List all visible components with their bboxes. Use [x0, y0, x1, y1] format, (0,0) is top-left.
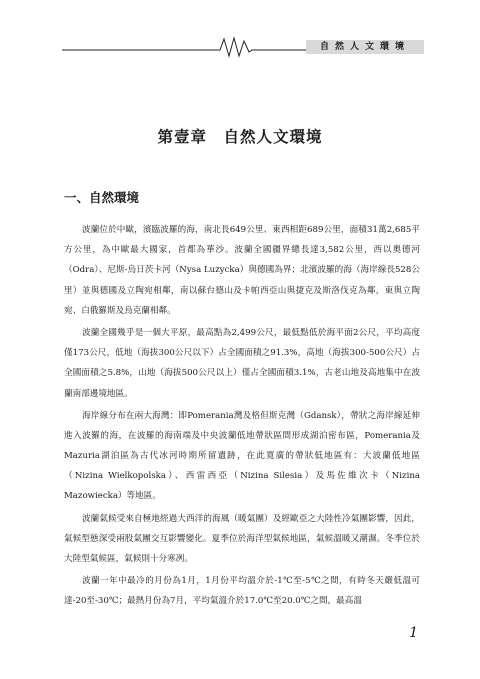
heartbeat-line-icon [62, 34, 306, 58]
page-number: 1 [409, 625, 418, 641]
paragraph: 波蘭全國幾乎是一個大平原，最高點為2,499公尺，最低點低於海平面2公尺，平均高度僅173公尺，低地（海拔300公尺以下）占全國面積之91.3%，高地（海拔300-500公尺）占全國面積之5.8%，山地（海拔500公尺以上）僅占全國面積3.1%，古老山地及高地集中在波蘭南部邊境地區。 [64, 327, 420, 399]
body-text [64, 220, 420, 613]
section-heading: 一、自然環境 [64, 190, 140, 205]
paragraph: 海岸線分布在兩大海灣：即Pomerania灣及格但斯克灣（Gdansk），帶狀之海岸線延伸進入波羅的海，在波羅的海南端及中央波蘭低地帶狀區間形成湖泊密布區，Pomerania及Mazuria湖泊區為古代冰河時期所留遺跡，在此寬廣的帶狀低地區有：大波蘭低地區（Nizina Wielkopolska）、西雷西亞（Nizina Silesia）及馬佐維次卡（Nizina Mazowiecka）等地區。 [64, 410, 420, 502]
paragraph: 波蘭氣候受來自極地經過大西洋的海風（暖氣團）及經歐亞之大陸性冷氣團影響，因此，氣候型態深受兩股氣團交互影響變化。夏季位於海洋型氣候地區，氣候溫暖又潮濕。冬季位於大陸型氣候區，氣候則十分寒冽。 [64, 513, 420, 564]
chapter-title: 第壹章 自然人文環境 [157, 127, 323, 146]
header-label: 自然人文環境 [306, 40, 424, 54]
paragraph: 波蘭一年中最冷的月份為1月，1月份平均溫介於-1℃至-5℃之間，有時冬天嚴低溫可達-20至-30℃；最熱月份為7月，平均氣溫介於17.0℃至20.0℃之間，最高溫 [64, 576, 420, 607]
running-header [62, 34, 424, 58]
paragraph: 波蘭位於中歐，濱臨波羅的海，南北長649公里、東西相距689公里，面積31萬2,685平方公里，為中歐最大國家，首都為華沙。波蘭全國疆界總長達3,582公里，西以奧德河（Odra）、尼斯-烏日茨卡河（Nysa Luzycka）與德國為界；北濱波羅的海（海岸線長528公里）並與德國及立陶宛相鄰，南以蘇台德山及卡帕西亞山與捷克及斯洛伐克為鄰，東與立陶宛、白俄羅斯及烏克蘭相鄰。 [64, 225, 420, 316]
